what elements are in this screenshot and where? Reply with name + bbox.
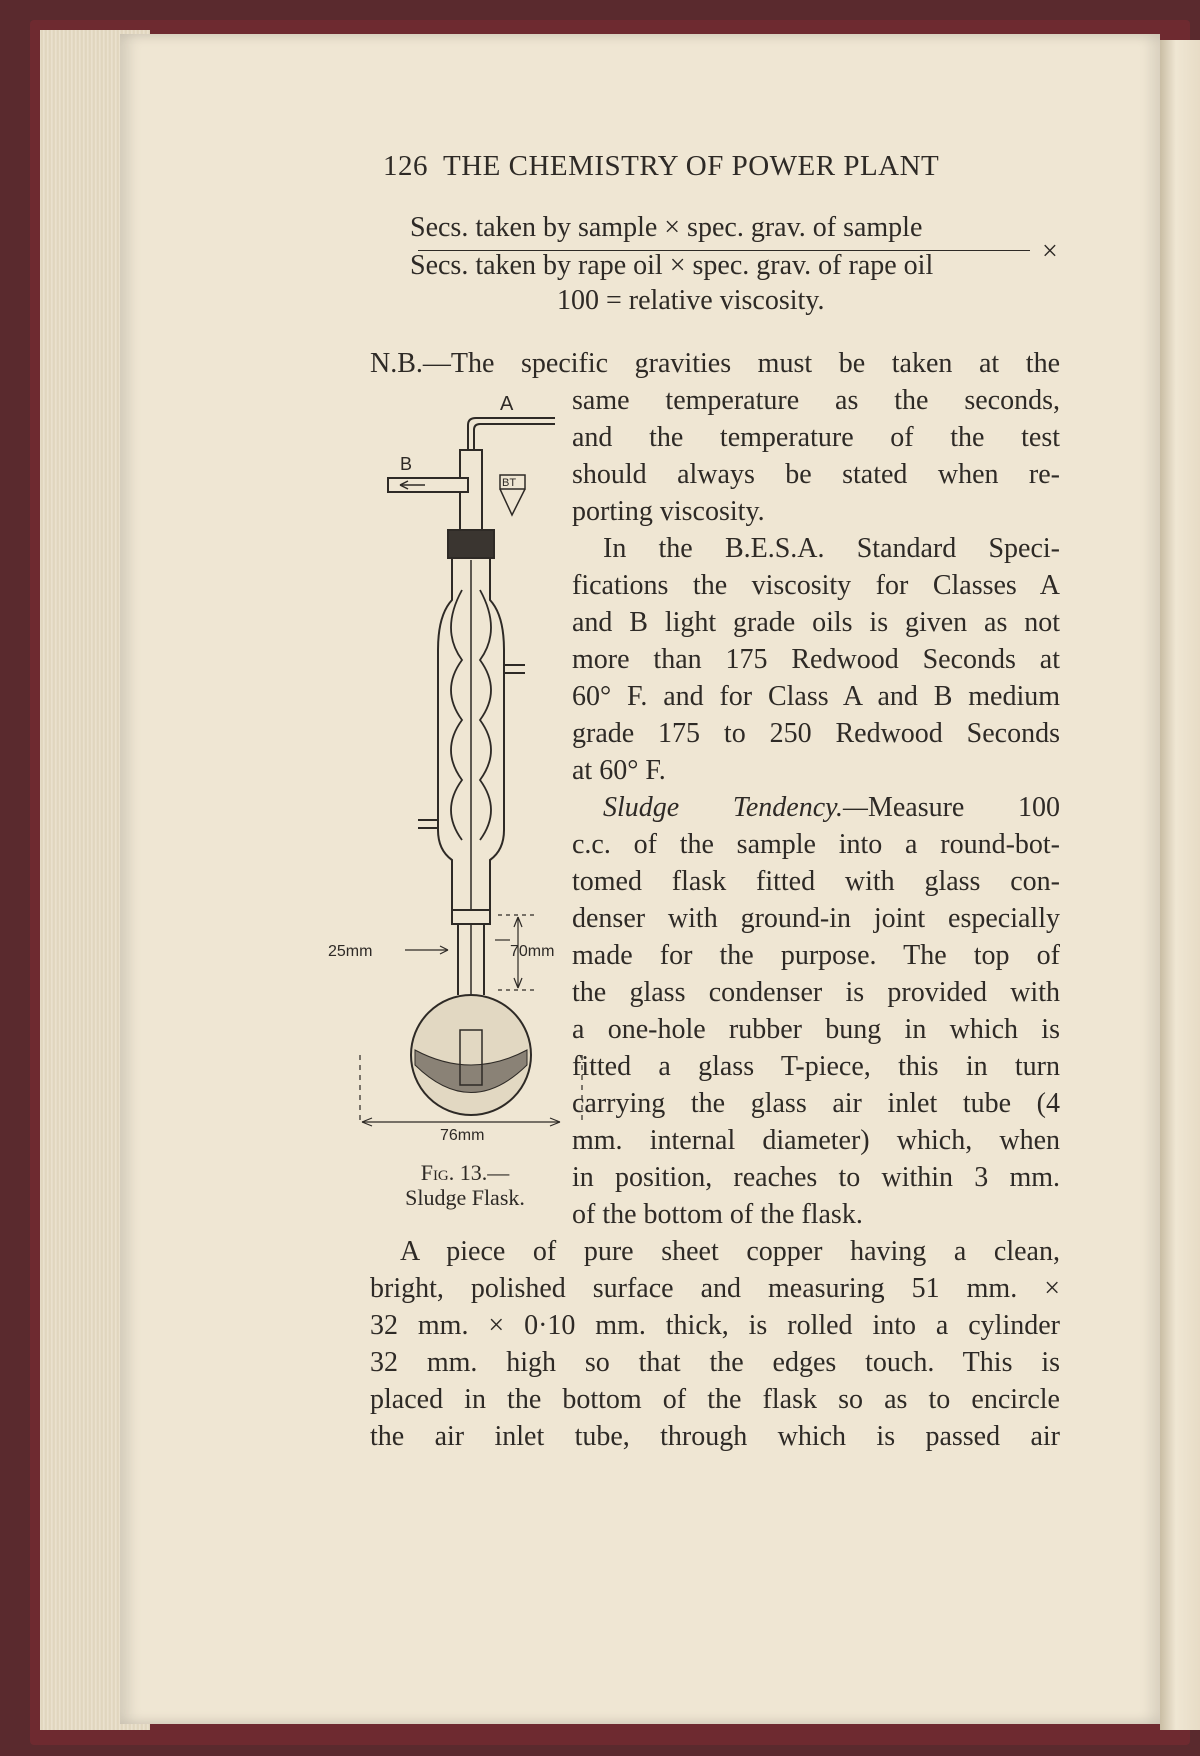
body-line: grade 175 to 250 Redwood Seconds — [572, 718, 1060, 749]
sludge-flask-figure — [328, 390, 560, 1160]
page-gutter — [1160, 40, 1200, 1730]
body-line: of the bottom of the flask. — [572, 1199, 863, 1230]
sludge-heading: Sludge Tendency.— — [603, 792, 868, 823]
body-line: c.c. of the sample into a round-bot- — [572, 829, 1060, 860]
figure-dim-25: 25mm — [328, 943, 373, 960]
body-line-text: Measure 100 — [867, 792, 1060, 823]
body-line: In the B.E.S.A. Standard Speci- — [603, 533, 1060, 564]
body-line: more than 175 Redwood Seconds at — [572, 644, 1060, 675]
formula-times-sign: × — [1042, 236, 1058, 267]
formula-result: 100 = relative viscosity. — [557, 285, 825, 316]
body-line: carrying the glass air inlet tube (4 — [572, 1088, 1060, 1119]
figure-label-a: A — [500, 393, 514, 415]
running-header — [383, 150, 1071, 183]
body-line: bright, polished surface and measuring 51 mm. × — [370, 1273, 1060, 1304]
body-line: N.B.—The specific gravities must be taken at the — [370, 348, 1060, 379]
body-line: the glass condenser is provided with — [572, 977, 1060, 1008]
body-line: porting viscosity. — [572, 496, 765, 527]
body-line: 32 mm. × 0·10 mm. thick, is rolled into a cylinder — [370, 1310, 1060, 1341]
body-line: denser with ground-in joint especially — [572, 903, 1060, 934]
body-line: a one-hole rubber bung in which is — [572, 1014, 1060, 1045]
figure-dim-70: 70mm — [510, 943, 555, 960]
air-inlet-tube — [468, 418, 555, 450]
body-line: fications the viscosity for Classes A — [572, 570, 1060, 601]
body-line: same temperature as the seconds, — [572, 385, 1060, 416]
figure-dim-76: 76mm — [440, 1127, 485, 1144]
body-line: 60° F. and for Class A and B medium — [572, 681, 1060, 712]
formula-numerator: Secs. taken by sample × spec. grav. of sample — [410, 212, 923, 243]
body-line: the air inlet tube, through which is passed air — [370, 1421, 1060, 1452]
formula-denominator: Secs. taken by rape oil × spec. grav. of rape oil — [410, 250, 934, 281]
figure-caption — [380, 1160, 550, 1210]
body-line: should always be stated when re- — [572, 459, 1060, 490]
caption-title: Sludge Flask. — [405, 1185, 525, 1210]
body-line: in position, reaches to within 3 mm. — [572, 1162, 1060, 1193]
caption-fig-number: Fig. 13.— — [420, 1160, 510, 1185]
body-line: 32 mm. high so that the edges touch. This is — [370, 1347, 1060, 1378]
page-number: 126 — [383, 150, 428, 182]
sludge-tendency-line — [603, 789, 1060, 826]
body-line: and the temperature of the test — [572, 422, 1060, 453]
body-line: made for the purpose. The top of — [572, 940, 1060, 971]
running-title: THE CHEMISTRY OF POWER PLANT — [442, 150, 940, 182]
body-line: placed in the bottom of the flask so as to encircle — [370, 1384, 1060, 1415]
body-line: fitted a glass T-piece, this in turn — [572, 1051, 1060, 1082]
body-line: A piece of pure sheet copper having a clean, — [400, 1236, 1060, 1267]
figure-label-b: B — [400, 454, 413, 474]
figure-label-bt: BT — [502, 477, 517, 489]
body-line: tomed flask fitted with glass con- — [572, 866, 1060, 897]
body-line: and B light grade oils is given as not — [572, 607, 1060, 638]
body-line: at 60° F. — [572, 755, 666, 786]
body-line: mm. internal diameter) which, when — [572, 1125, 1060, 1156]
